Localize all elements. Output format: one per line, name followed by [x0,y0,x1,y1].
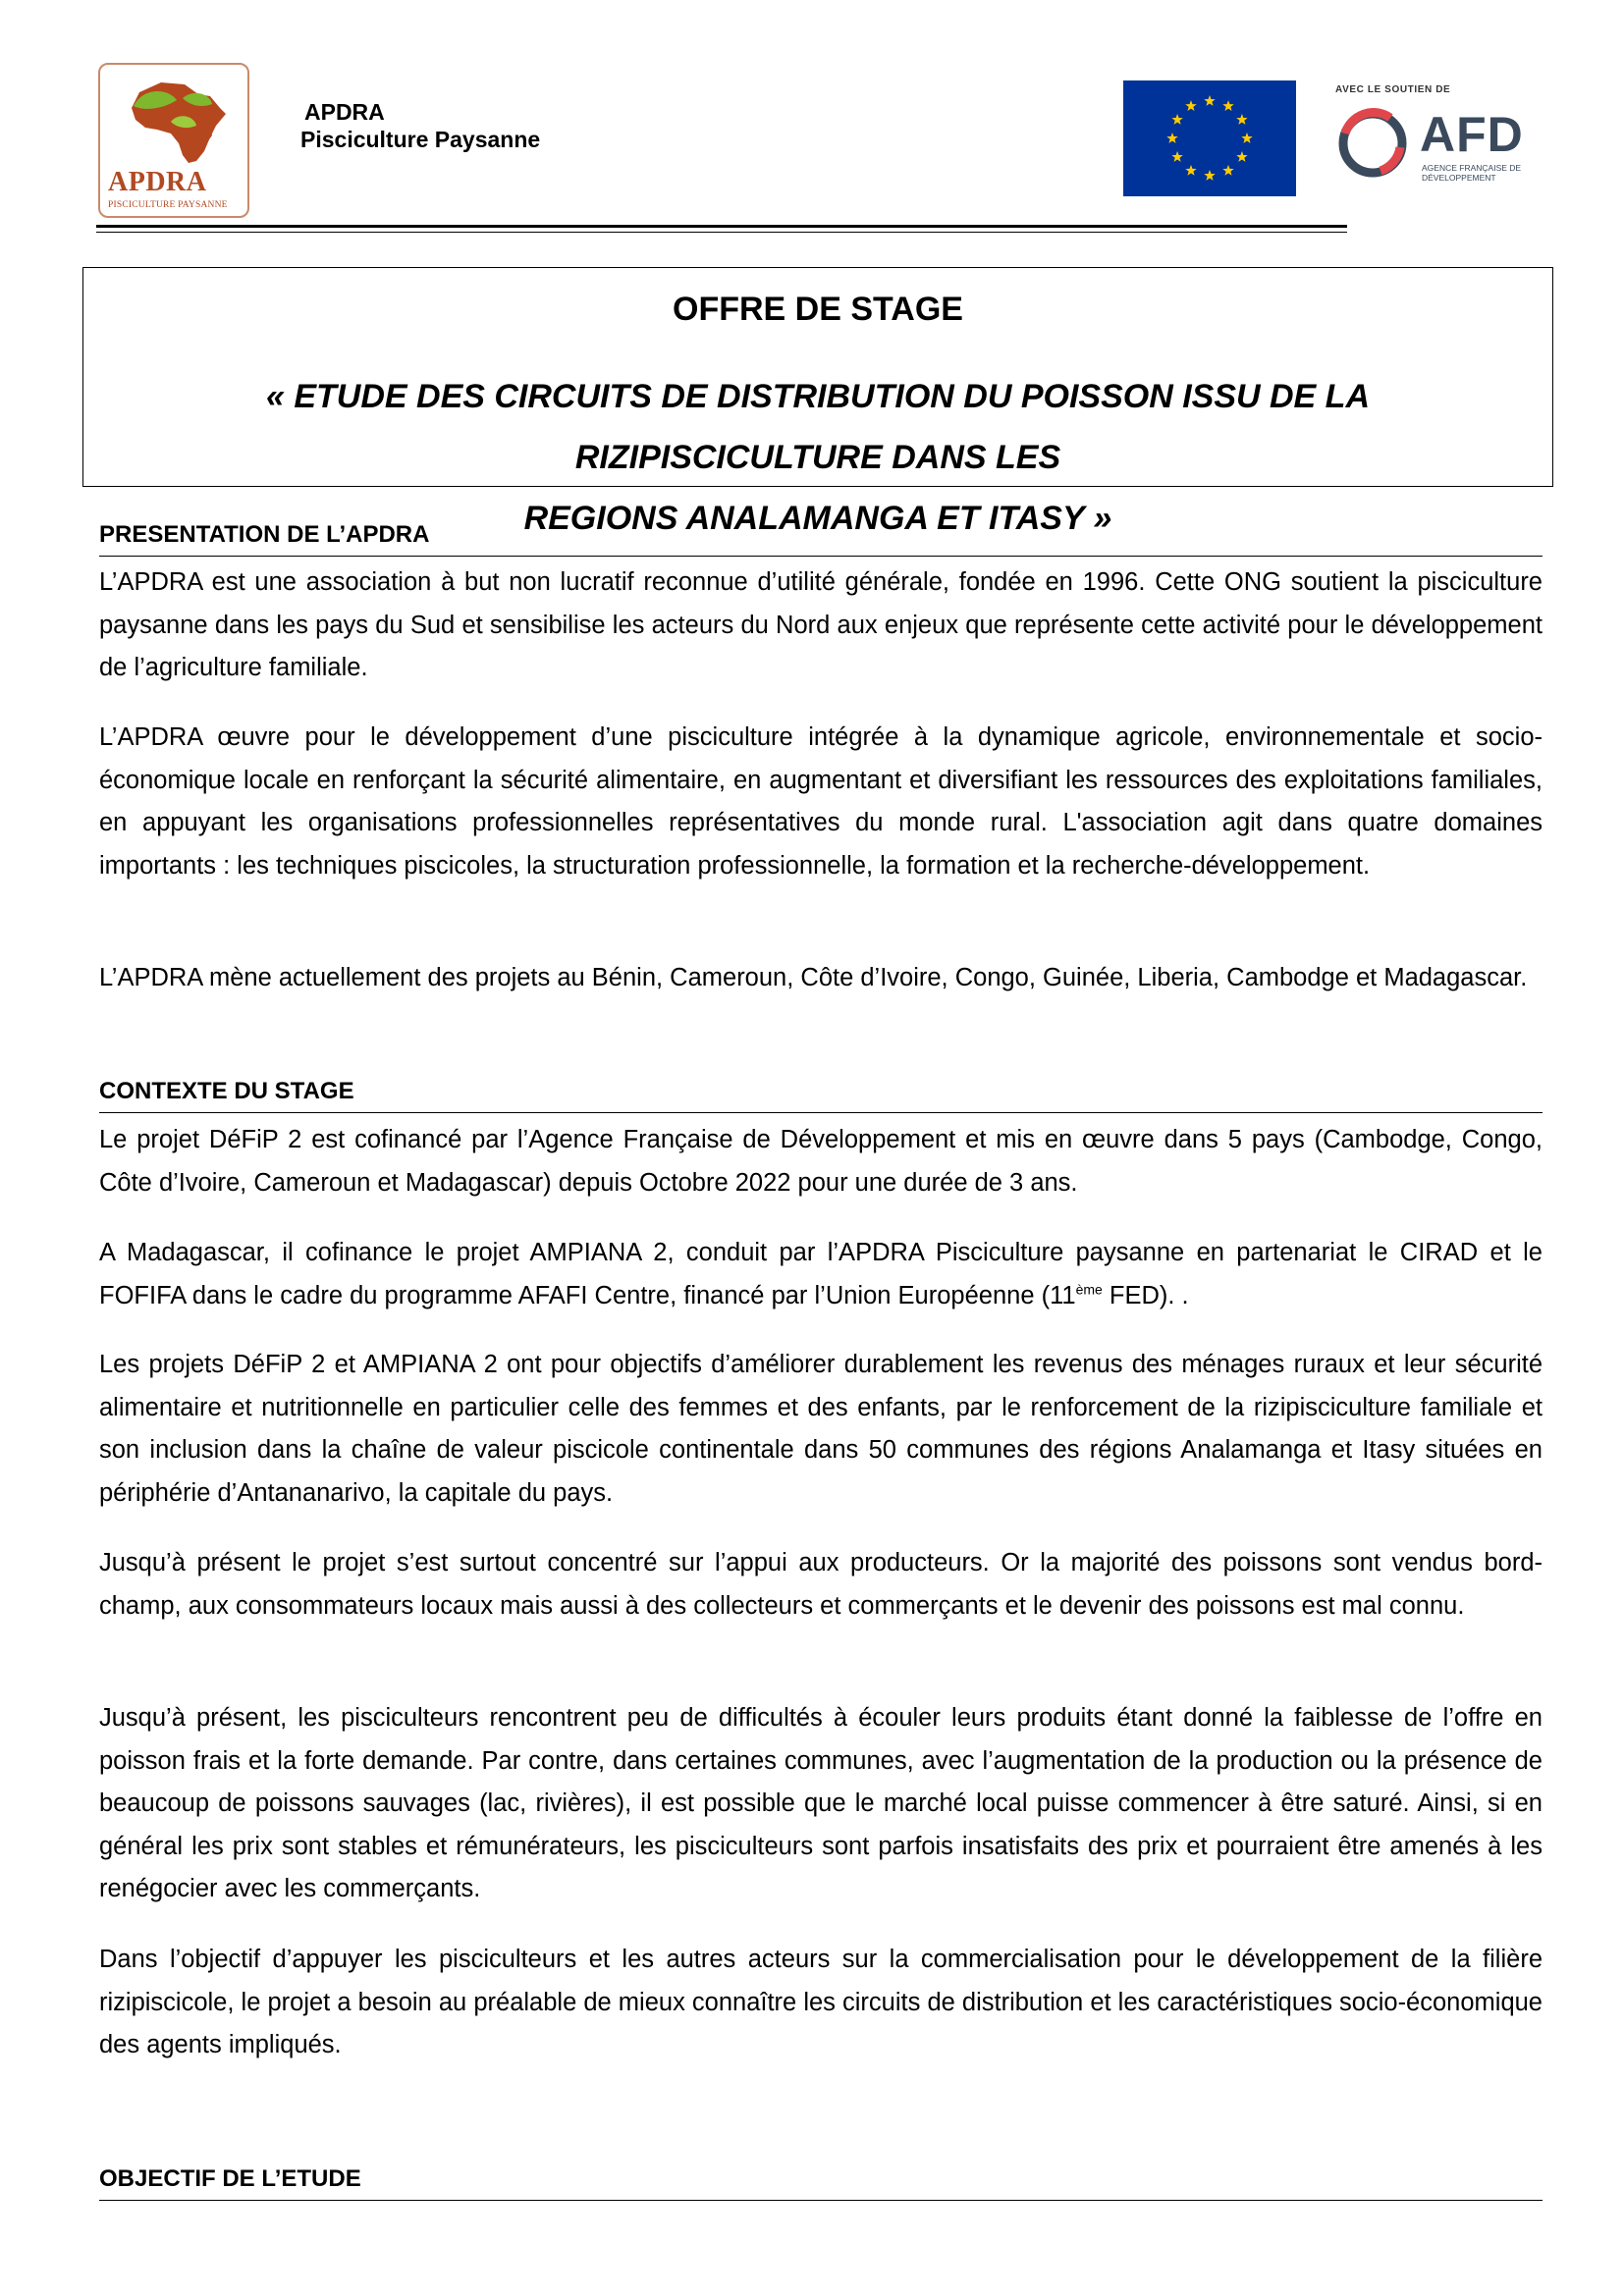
subtitle-line1: « ETUDE DES CIRCUITS DE DISTRIBUTION DU POISSON ISSU DE LA RIZIPISCICULTURE DANS LES [265,378,1370,476]
paragraph-presentation-2: L’APDRA œuvre pour le développement d’une pisciculture intégrée à la dynamique agricole, environnementale et socio-économique locale en renforçant la sécurité alimentaire, en augmentant et diversifiant les ressources des exploitations familiales, en appuyant les organisations professionnelles représentatives du monde rural. L'association agit dans quatre domaines importants : les techniques piscicoles, la structuration professionnelle, la formation et la recherche-développement. [99,723,1543,880]
afd-full-name: AGENCE FRANÇAISE DE DÉVELOPPEMENT [1422,163,1522,183]
paragraph-contexte-4: Jusqu’à présent le projet s’est surtout concentré sur l’appui aux producteurs. Or la majorité des poissons sont vendus bord-champ, aux consommateurs locaux mais aussi à des collecteurs et commerçants et le devenir des poissons est mal connu. [99,1549,1543,1620]
paragraph-contexte-1: Le projet DéFiP 2 est cofinancé par l’Agence Française de Développement et mis en œuvre dans 5 pays (Cambodge, Congo, Côte d’Ivoire, Cameroun et Madagascar) depuis Octobre 2022 pour une durée de 3 ans. [99,1126,1543,1197]
section-heading-contexte: CONTEXTE DU STAGE [99,1077,1543,1113]
eu-star-icon [1185,165,1196,176]
header-rule-thin [96,232,1347,233]
eu-star-icon [1236,151,1247,162]
paragraph-presentation-3: L’APDRA mène actuellement des projets au Bénin, Cameroun, Côte d’Ivoire, Congo, Guinée, Liberia, Cambodge et Madagascar. [99,964,1528,991]
organization-name [300,98,540,153]
logo-subtitle: PISCICULTURE PAYSANNE [108,200,228,210]
eu-star-icon [1222,100,1233,111]
afd-ring-icon [1331,104,1418,183]
eu-flag-logo [1123,80,1296,196]
paragraph-contexte-5: Jusqu’à présent, les pisciculteurs rencontrent peu de difficultés à écouler leurs produits étant donné la faiblesse de l’offre en poisson frais et la forte demande. Par contre, dans certaines communes, avec l’augmentation de la production ou la présence de beaucoup de poissons sauvages (lac, rivières), il est possible que le marché local puisse commencer à être saturé. Ainsi, si en général les prix sont stables et rémunérateurs, les pisciculteurs sont parfois insatisfaits des prix et pourraient être amenés à les renégocier avec les commerçants. [99,1704,1543,1902]
section-heading-presentation: PRESENTATION DE L’APDRA [99,520,1543,557]
subtitle-line2: REGIONS ANALAMANGA ET ITASY » [523,500,1112,537]
eu-star-icon [1166,133,1177,143]
eu-stars-icon [1123,80,1296,196]
superscript-eme: ème [1075,1281,1103,1297]
paragraph-contexte-2 [99,1232,1543,1317]
eu-star-icon [1171,114,1182,125]
section-heading-objectif: OBJECTIF DE L’ETUDE [99,2164,1543,2201]
eu-star-icon [1204,95,1215,106]
afd-wordmark: AFD [1420,107,1524,162]
eu-star-icon [1222,165,1233,176]
header-rule-thick [96,225,1347,228]
afd-support-caption: AVEC LE SOUTIEN DE [1335,84,1451,95]
apdra-logo [98,63,249,218]
org-name-line2: Pisciculture Paysanne [300,127,541,152]
paragraph-contexte-6: Dans l’objectif d’appuyer les pisciculteurs et les autres acteurs sur la commercialisation pour le développement de la filière rizipiscicole, le projet a besoin au préalable de mieux connaître les circuits de distribution et les caractéristiques socio-économique des agents impliqués. [99,1946,1543,2058]
org-name-line1: APDRA [304,99,385,125]
eu-star-icon [1204,170,1215,181]
paragraph-presentation-1: L’APDRA est une association à but non lucratif reconnue d’utilité générale, fondée en 1996. Cette ONG soutient la pisciculture paysanne dans les pays du Sud et sensibilise les acteurs du Nord aux enjeux que représente cette activité pour le développement de l’agriculture familiale. [99,568,1543,681]
logo-wordmark: APDRA [108,167,207,197]
eu-star-icon [1236,114,1247,125]
eu-star-icon [1171,151,1182,162]
document-title: OFFRE DE STAGE [673,291,963,328]
eu-star-icon [1185,100,1196,111]
afd-logo [1331,80,1528,188]
eu-star-icon [1241,133,1252,143]
paragraph-contexte-3: Les projets DéFiP 2 et AMPIANA 2 ont pour objectifs d’améliorer durablement les revenus des ménages ruraux et leur sécurité alimentaire et nutritionnelle en particulier celle des femmes et des enfants, par le renforcement de la rizipisciculture familiale et son inclusion dans la chaîne de valeur piscicole continentale dans 50 communes des régions Analamanga et Itasy situées en périphérie d’Antananarivo, la capitale du pays. [99,1351,1543,1507]
paragraph-contexte-2-text: A Madagascar, il cofinance le projet AMPIANA 2, conduit par l’APDRA Pisciculture paysanne en partenariat le CIRAD et le FOFIFA dans le cadre du programme AFAFI Centre, financé par l’Union Européenne (11 [99,1239,1543,1309]
paragraph-contexte-2-end: FED). . [1102,1281,1189,1309]
